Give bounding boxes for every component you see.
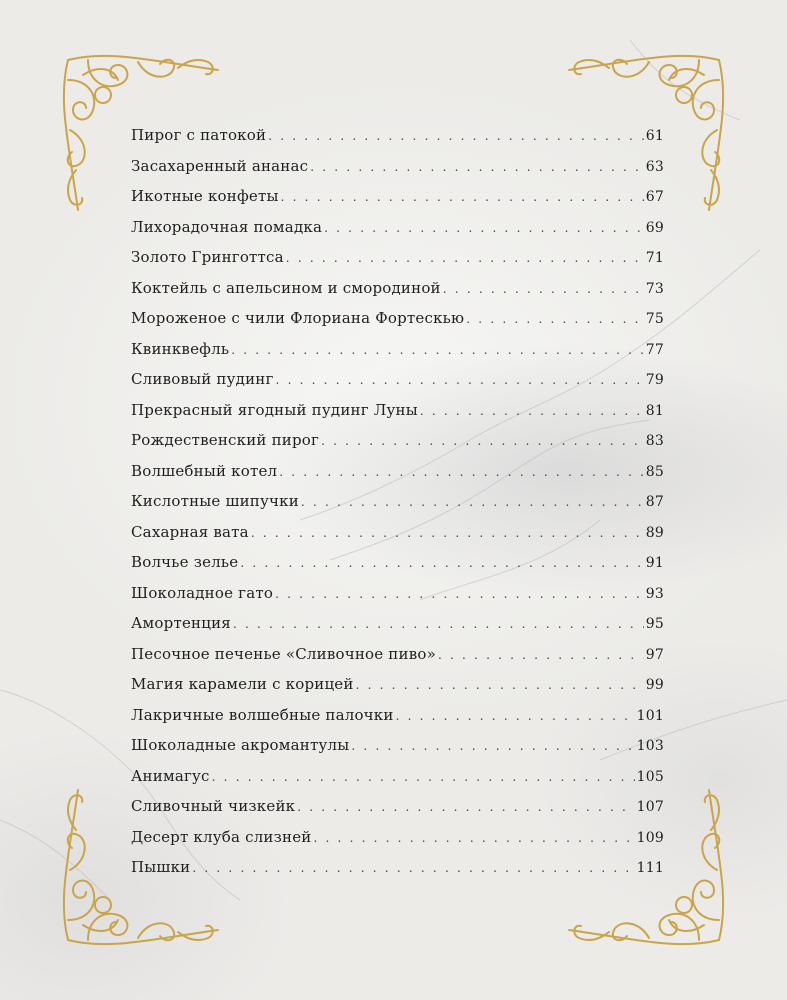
dot-leader [251,526,644,540]
toc-entry-title: Пирог с патокой [131,126,267,144]
dot-leader [313,831,634,845]
toc-entry-page: 95 [645,616,664,632]
toc-entry-title: Засахаренный ананас [131,156,309,175]
toc-entry-title: Песочное печенье «Сливочное пиво» [131,644,436,663]
dot-leader [324,221,644,235]
toc-entry[interactable] [131,126,664,157]
toc-entry-page: 75 [645,311,664,327]
toc-entry-page: 77 [645,341,664,358]
toc-entry-page: 63 [645,158,664,175]
toc-entry-title: Кислотные шипучки [131,492,299,510]
dot-leader [275,587,644,601]
toc-entry-title: Сливовый пудинг [131,370,274,388]
dot-leader [310,160,644,174]
toc-entry-title: Коктейль с апельсином и смородиной [131,278,441,297]
toc-entry-title: Десерт клуба слизней [131,827,312,846]
toc-entry-title: Волчье зелье [131,553,239,571]
toc-entry-title: Сахарная вата [131,522,249,541]
toc-entry-title: Золото Гринготтса [131,248,284,266]
toc-entry-page: 61 [645,128,664,144]
toc-entry[interactable] [131,706,664,737]
toc-entry[interactable] [131,157,664,188]
toc-entry-title: Сливочный чизкейк [131,797,296,815]
toc-entry-page: 101 [636,707,664,724]
toc-entry[interactable] [131,645,664,676]
toc-entry-title: Лакричные волшебные палочки [131,705,394,724]
toc-entry-title: Икотные конфеты [131,187,279,205]
toc-entry-title: Рождественский пирог [131,431,320,449]
toc-entry[interactable] [131,462,664,493]
toc-entry-page: 79 [645,372,664,388]
toc-entry-title: Амортенция [131,614,231,632]
toc-entry-title: Квинквефль [131,339,230,358]
toc-entry-page: 105 [636,768,664,785]
toc-entry-page: 97 [645,646,664,663]
dot-leader [420,404,644,418]
toc-entry[interactable] [131,492,664,523]
dot-leader [438,648,644,662]
dot-leader [268,129,644,143]
dot-leader [301,495,644,509]
toc-entry-page: 109 [636,829,664,846]
dot-leader [276,373,644,387]
toc-entry-title: Лихорадочная помадка [131,217,323,236]
toc-entry[interactable] [131,279,664,310]
toc-entry[interactable] [131,218,664,249]
dot-leader [192,861,634,875]
toc-entry[interactable] [131,584,664,615]
toc-entry[interactable] [131,401,664,432]
toc-entry-page: 91 [645,555,664,571]
dot-leader [443,282,644,296]
toc-entry-page: 85 [645,463,664,480]
toc-entry-page: 89 [645,524,664,541]
toc-entry-page: 73 [645,280,664,297]
toc-entry-page: 111 [636,860,664,876]
toc-entry-title: Мороженое с чили Флориана Фортескью [131,309,465,327]
dot-leader [231,343,644,357]
dot-leader [351,739,634,753]
toc-entry[interactable] [131,858,664,889]
toc-entry-title: Пышки [131,858,191,876]
toc-entry[interactable] [131,736,664,767]
toc-entry[interactable] [131,553,664,584]
toc-entry-page: 83 [645,433,664,449]
dot-leader [356,678,644,692]
toc-entry-page: 67 [645,189,664,205]
dot-leader [321,434,644,448]
dot-leader [466,312,644,326]
dot-leader [212,770,635,784]
dot-leader [297,800,634,814]
toc-entry[interactable] [131,340,664,371]
dot-leader [279,465,644,479]
toc-entry-page: 81 [645,402,664,419]
toc-entry[interactable] [131,614,664,645]
toc-entry-page: 69 [645,219,664,236]
toc-entry[interactable] [131,309,664,340]
toc-entry-title: Магия карамели с корицей [131,675,354,693]
toc-entry-page: 87 [645,494,664,510]
toc-entry[interactable] [131,431,664,462]
dot-leader [240,556,643,570]
toc-entry-title: Шоколадные акромантулы [131,736,350,754]
toc-entry[interactable] [131,828,664,859]
dot-leader [281,190,644,204]
toc-entry-page: 71 [645,250,664,266]
toc-entry-title: Прекрасный ягодный пудинг Луны [131,400,418,419]
toc-entry[interactable] [131,187,664,218]
toc-entry-page: 99 [645,677,664,693]
toc-entry[interactable] [131,370,664,401]
toc-entry[interactable] [131,767,664,798]
toc-entry[interactable] [131,675,664,706]
toc-entry-page: 103 [636,738,664,754]
dot-leader [233,617,644,631]
toc-entry[interactable] [131,797,664,828]
toc-entry[interactable] [131,248,664,279]
toc-entry-title: Волшебный котел [131,461,278,480]
toc-entry-title: Шоколадное гато [131,583,274,602]
toc-entry-page: 107 [636,799,664,815]
toc-entry-title: Анимагус [131,766,210,785]
toc-entry[interactable] [131,523,664,554]
toc-entry-page: 93 [645,585,664,602]
dot-leader [396,709,635,723]
table-of-contents [131,126,664,889]
dot-leader [286,251,644,265]
